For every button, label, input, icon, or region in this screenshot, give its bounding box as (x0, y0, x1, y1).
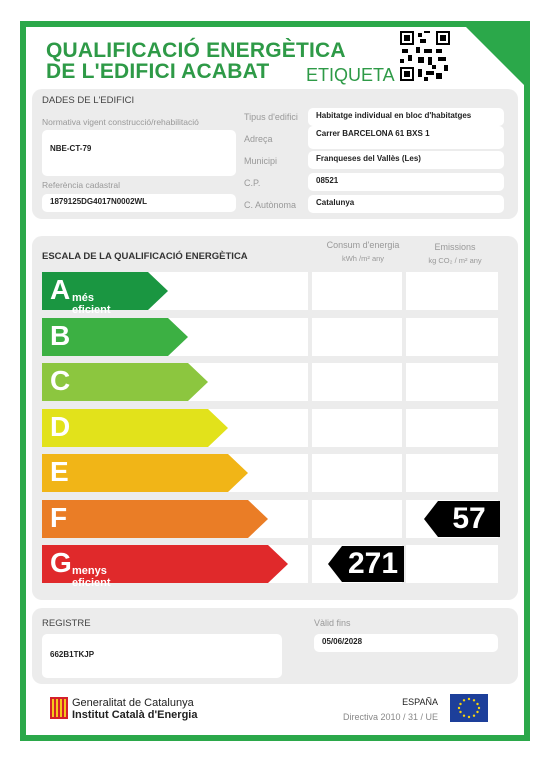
register-panel (32, 608, 518, 684)
class-letter-d: D (50, 410, 71, 442)
class-caption-g: menys eficient (72, 565, 111, 589)
title-line1: QUALIFICACIÓ ENERGÈTICA (46, 39, 346, 62)
cadastral-label: Referència cadastral (42, 180, 120, 190)
class-letter-a: A (50, 274, 71, 305)
class-caption-a: més eficient (72, 292, 111, 316)
building-data-panel (32, 89, 518, 219)
generalitat-logo-icon (50, 697, 68, 719)
class-letter-b: B (50, 319, 71, 351)
field-label-region: C. Autònoma (244, 200, 297, 210)
valid-until-label: Vàlid fins (314, 618, 351, 628)
class-letter-c: C (50, 365, 71, 396)
consumption-cell-a (312, 272, 402, 310)
address-value: Carrer BARCELONA 61 BXS 1 (316, 129, 430, 138)
consumption-header: Consum d'energia (326, 240, 400, 250)
consumption-cell-b (312, 318, 402, 356)
postcode-value: 08521 (316, 176, 339, 185)
field-value-municipality (308, 151, 504, 169)
region-value: Catalunya (316, 198, 355, 207)
country-label: ESPAÑA (402, 697, 438, 707)
label-tag: ETIQUETA (306, 65, 395, 85)
consumption-cell-e (312, 454, 402, 492)
field-label-postcode: C.P. (244, 178, 261, 188)
org-line2: Institut Català d'Energia (72, 709, 198, 721)
field-label-address: Adreça (244, 134, 273, 144)
corner-decoration (460, 21, 530, 91)
consumption-unit: kWh /m² any (341, 254, 385, 263)
register-value: 662B1TKJP (50, 650, 95, 659)
class-letter-g: G (50, 547, 72, 578)
field-value-address (308, 126, 504, 149)
scale-section-title: ESCALA DE LA QUALIFICACIÓ ENERGÈTICA (42, 251, 248, 262)
building-section-title: DADES DE L'EDIFICI (42, 95, 135, 106)
emissions-cell-e (406, 454, 498, 492)
org-line1: Generalitat de Catalunya (72, 697, 194, 709)
field-value-region (308, 195, 504, 213)
energy-scale-panel: ESCALA DE LA QUALIFICACIÓ ENERGÈTICA Consum d'energia kWh /m² any Emissions kg CO₂ / m² any A més eficient B C D E F 57 G menys eficient 271 (32, 236, 518, 600)
regulation-value: NBE-CT-79 (50, 144, 92, 153)
emissions-cell-b (406, 318, 498, 356)
emissions-cell-d (406, 409, 498, 447)
eu-flag-icon (450, 694, 488, 722)
field-value-postcode (308, 173, 504, 191)
class-letter-e: E (50, 456, 69, 487)
consumption-cell-d (312, 409, 402, 447)
emissions-unit: kg CO₂ / m² any (428, 256, 482, 265)
class-letter-f: F (50, 501, 68, 533)
qr-code-icon (400, 31, 450, 81)
directive-label: Directiva 2010 / 31 / UE (342, 712, 438, 722)
field-label-municipality: Municipi (244, 156, 278, 166)
emissions-cell-c (406, 363, 498, 401)
field-value-type (308, 108, 504, 126)
energy-label-frame (20, 21, 530, 741)
register-field (42, 634, 282, 678)
valid-until-value: 05/06/2028 (322, 637, 363, 646)
field-label-type: Tipus d'edifici (244, 112, 298, 122)
register-label: REGISTRE (42, 618, 91, 629)
valid-until-field (314, 634, 498, 652)
consumption-cell-c (312, 363, 402, 401)
consumption-cell-f (312, 500, 402, 538)
regulation-field (42, 130, 236, 176)
emissions-cell-g (406, 545, 498, 583)
cadastral-field (42, 194, 236, 212)
municipality-value: Franqueses del Vallès (Les) (316, 154, 421, 163)
title-line2: DE L'EDIFICI ACABAT (46, 60, 270, 83)
regulation-label: Normativa vigent construcció/rehabilitació (42, 117, 199, 127)
emissions-header: Emissions (434, 242, 476, 252)
cadastral-value: 1879125DG4017N0002WL (50, 197, 147, 206)
building-type-value: Habitatge individual en bloc d'habitatges (316, 111, 472, 120)
emissions-cell-a (406, 272, 498, 310)
